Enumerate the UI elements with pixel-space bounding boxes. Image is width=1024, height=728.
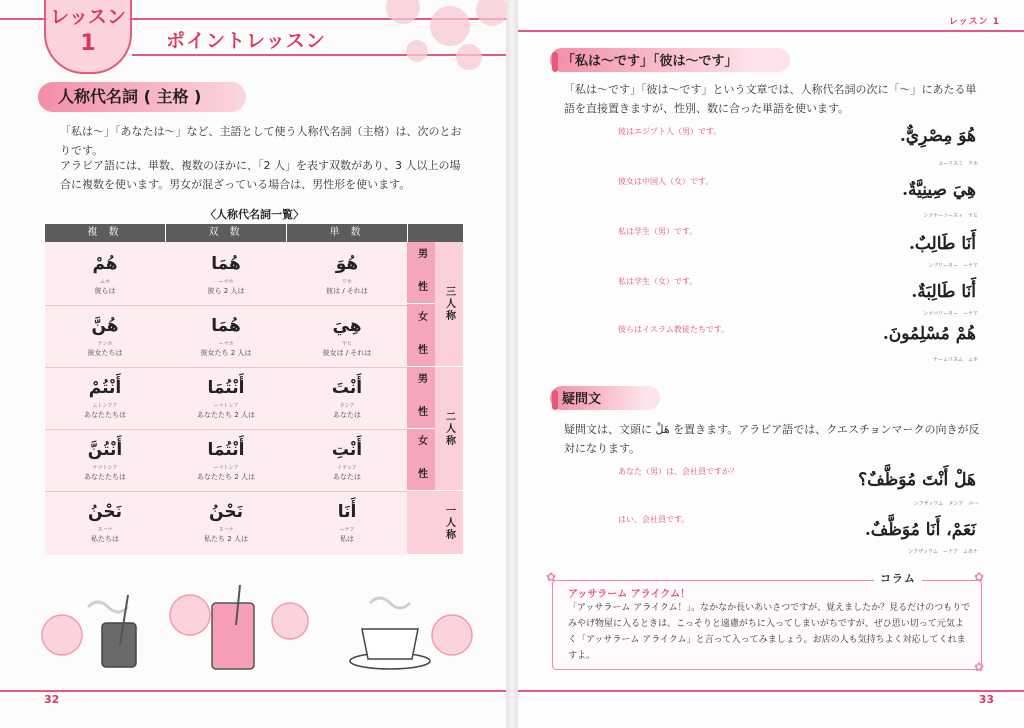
dot [456,44,482,70]
steam [88,602,128,612]
example-arabic: هِيَ صِينِيَّةٌ. [902,180,976,200]
lesson-tab [44,0,132,74]
section-title-text: 疑問文 [562,392,602,407]
section-title [552,388,601,410]
column-title: アッサラーム アライクム！ [568,589,691,600]
table-cell [166,502,286,544]
star-icon: ✿ [974,660,985,674]
arabic-word: نَحْنُ [88,502,122,522]
gender-label: 女 性 [407,304,435,367]
lesson-number: 1 [80,31,96,56]
arabic-word: أَنْتَ [331,378,363,398]
reading: ワホ [341,279,352,285]
meaning: 彼らは [94,287,116,295]
example-jp: 彼女は中国人（女）です。 [618,177,714,186]
meaning: 私たち 2 人は [204,535,248,543]
table-cell [166,378,286,420]
section-title: 人称代名詞 ( 主格 ) [38,82,246,112]
dot [386,0,420,24]
bottom-rule [0,690,506,692]
table-cell [166,316,286,358]
meaning: あなたたちは [84,411,126,419]
paragraph: 「私は〜です」「彼は〜です」という文章では、人称代名詞の次に「〜」にあたる単語を直接置きますが、性別、数に合った単語を使います。 [564,83,977,115]
grapefruit-slice [432,615,472,655]
example-jp: 彼らはイスラム教徒たちです。 [618,325,730,334]
gender-label: 男 性 [407,367,435,429]
meaning: 彼ら 2 人は [207,287,245,295]
bottom-rule [518,690,1024,692]
column-header: 単 数 [287,224,407,242]
arabic-word: هُوَ [335,254,359,274]
arabic-word: هِيَ [332,316,362,336]
row-divider [45,491,407,492]
table-cell [287,502,407,544]
meaning: 私は [340,535,354,543]
arabic-word: أَنْتُنَّ [87,440,123,460]
decorative-dots [366,0,506,80]
grapefruit-slice [170,595,210,635]
example-reading: ンブリーター ーナア [928,263,978,269]
table-cell [287,440,407,482]
example-reading: ンフザッワム タンア ルハ [913,501,978,507]
cup-icon [362,629,418,659]
star-icon: ✿ [974,570,985,584]
meaning: 彼は / それは [326,287,368,295]
row-divider [45,305,407,306]
reading: ヌハナ [97,527,113,533]
lesson-label: レッスン [50,6,126,28]
dot [430,6,470,46]
star-icon: ✿ [546,570,557,584]
column-label: コラム [874,570,922,586]
table-cell [287,316,407,358]
reading: ーマホ [218,279,234,285]
header-rule [518,30,1024,32]
example-jp: はい、会社員です。 [618,515,690,524]
arabic-word: أَنْتِ [331,440,363,460]
drinks-illustration [40,585,480,675]
reading: ムトンアア [92,403,118,409]
meaning: 彼女は / それは [322,349,372,357]
page-title: ポイントレッスン [166,30,326,52]
meaning: 彼女たち 2 人は [200,349,252,357]
example-arabic: هَلْ أَنْتَ مُوَظَّفٌ؟ [858,470,976,490]
reading: イテンア [337,465,357,471]
section-bar [552,390,558,410]
column-header-blank [408,224,463,242]
person-label: 三人称 [435,242,463,367]
meaning: あなたは [333,411,361,419]
table-cell [166,440,286,482]
arabic-word: أَنْتُمْ [88,378,122,398]
arabic-word: أَنْتُمَا [207,378,245,398]
reading: ナツトンア [92,465,118,471]
book-gutter [506,0,518,728]
section-title [552,50,738,72]
example-jp: 彼はエジプト人（男）です。 [618,127,722,136]
gender-label-blank [407,491,435,555]
section-bar [552,52,558,72]
example-jp: 私は学生（女）です。 [618,277,698,286]
paragraph: 「私は〜」「あなたは〜」など、主語として使う人称代名詞（主格）は、次のとおりです。 [60,125,462,157]
dot [406,40,428,62]
section-title-text: 「私は〜です」「彼は〜です」 [562,54,738,69]
example-jp: 私は学生（男）です。 [618,227,698,236]
table-cell [45,378,165,420]
pronoun-table [45,224,463,555]
page-number: 33 [978,693,994,706]
arabic-word: نَحْنُ [209,502,243,522]
left-page [0,0,506,728]
gender-label: 男 性 [407,242,435,304]
glass-icon [212,603,254,669]
right-page [518,0,1024,728]
row-divider [45,429,407,430]
example-jp: あなた（男）は、会社員ですか？ [618,467,738,476]
reading: ーマトンア [213,465,239,471]
reading: ーマホ [218,341,234,347]
steam [370,598,410,608]
meaning: あなたは [333,473,361,481]
reading: ヌハナ [218,527,234,533]
person-label: 一人称 [435,491,463,555]
arabic-word: هُمْ [92,254,118,274]
arabic-word: هُمَا [211,254,241,274]
table-cell [166,254,286,296]
table-cell [45,254,165,296]
grapefruit-slice [272,603,308,639]
meaning: あなたたち 2 人は [197,473,255,481]
reading: ーマトンア [213,403,239,409]
row-divider [45,367,407,368]
gender-label: 女 性 [407,429,435,491]
reading: ナンホ [97,341,113,347]
table-cell [45,440,165,482]
meaning: あなたたちは [84,473,126,481]
reading: ーナア [339,527,355,533]
person-label: 二人称 [435,367,463,491]
top-rule [0,18,44,20]
arabic-word: أَنْتُمَا [207,440,245,460]
example-reading: ナームリスム ムホ [933,357,978,363]
paragraph: 疑問文は、文頭に هَلْ を置きます。アラビア語では、クエスチョンマークの向きが反対になります。 [564,423,980,455]
grapefruit-slice [42,615,82,655]
dot [476,0,506,26]
page-number: 32 [44,693,60,706]
example-arabic: أَنَا طَالِبٌ. [908,234,976,254]
arabic-word: هُمَا [211,316,241,336]
column-header: 双 数 [166,224,286,242]
table-cell [287,378,407,420]
header-label: レッスン 1 [948,17,1000,27]
example-reading: ンツバリーター ーナア [923,311,978,317]
meaning: 私たちは [91,535,119,543]
table-cell [45,502,165,544]
column-body: 「アッサラーム アライクム！」。なかなか長いあいさつですが、覚えましたか？見るだけのつもりでみやげ物屋に入るときは、こっそりと遠慮がちに入ってしまいがちですが、ぜひ思い切って元気よく「アッサラーム アライクム」と言って入ってみましょう。お店の人も気持ちよく対応してくれますよ。 [568,603,971,661]
table-title: 〈人称代名詞一覧〉 [205,208,304,221]
reading: タンア [339,403,355,409]
reading: ムホ [99,279,110,285]
column-header: 複 数 [45,224,165,242]
paragraph: アラビア語には、単数、複数のほかに、「2 人」を表す双数があり、3 人以上の場合に複数を使います。男女が混ざっている場合は、男性形を使います。 [60,159,461,191]
example-arabic: هُمْ مُسْلِمُونَ. [882,324,976,344]
arabic-word: أَنَا [337,502,357,522]
reading: ヤヒ [341,341,352,347]
arabic-word: هُنَّ [91,316,119,336]
meaning: あなたたち 2 人は [197,411,255,419]
table-cell [287,254,407,296]
example-arabic: هُوَ مِصْرِيٌّ. [899,126,976,146]
example-reading: ユーリスミ ワホ [938,161,978,167]
table-cell [45,316,165,358]
example-arabic: أَنَا طَالِبَةٌ. [911,282,976,302]
example-reading: ンフザッワム ーナア ムあナ [908,549,978,555]
glass-icon [102,623,136,667]
meaning: 彼女たちは [87,349,123,357]
example-arabic: نَعَمْ، أَنَا مُوَظَّفٌ. [864,520,976,540]
example-reading: ンツヤーニースィ ヤヒ [923,213,978,219]
